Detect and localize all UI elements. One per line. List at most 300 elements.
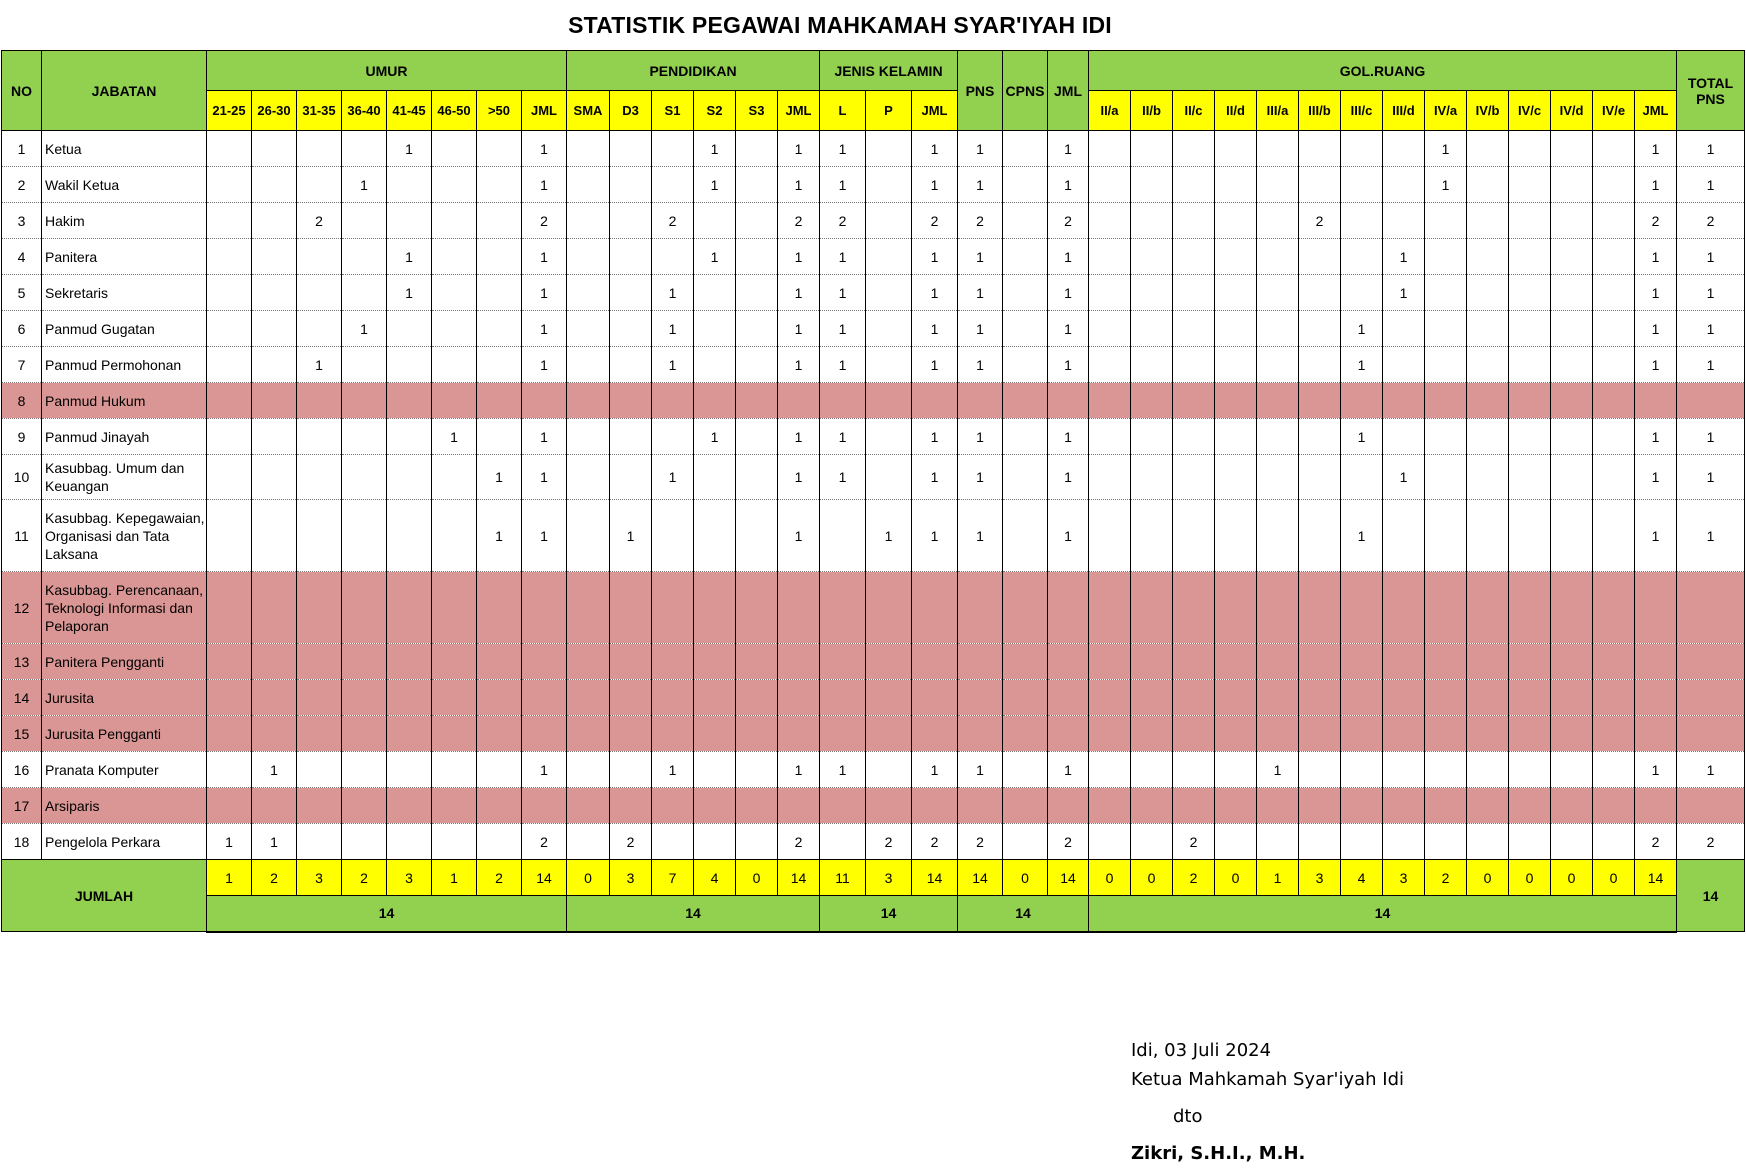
data-cell [1341,752,1383,788]
data-cell [1257,572,1299,644]
data-cell [252,383,297,419]
data-cell [252,644,297,680]
data-cell [1131,311,1173,347]
data-cell: 2 [1299,203,1341,239]
data-cell [567,275,610,311]
signature-dto: dto [1173,1106,1203,1127]
data-cell [1215,680,1257,716]
subheader-umur: 31-35 [297,91,342,131]
data-cell: 1 [694,239,736,275]
subheader-pendidikan: S1 [652,91,694,131]
row-jabatan: Arsiparis [42,788,207,824]
data-cell: 1 [652,311,694,347]
data-cell [477,239,522,275]
data-cell [1003,419,1048,455]
total-cell: 1 [1257,860,1299,896]
data-cell: 1 [1425,131,1467,167]
total-pendidikan: 14 [567,896,820,932]
row-jabatan: Kasubbag. Kepegawaian, Organisasi dan Tata Laksana [42,500,207,572]
data-cell: 1 [1677,455,1745,500]
data-cell [342,131,387,167]
data-cell [207,419,252,455]
subheader-gol-ruang: IV/d [1551,91,1593,131]
data-cell: 1 [820,275,866,311]
data-cell [694,752,736,788]
data-cell [610,788,652,824]
data-cell [342,275,387,311]
data-cell: 2 [1635,824,1677,860]
data-cell [1089,455,1131,500]
total-cell: 14 [1635,860,1677,896]
data-cell [432,131,477,167]
data-cell [736,644,778,680]
data-cell [912,716,958,752]
data-cell [1635,572,1677,644]
data-cell [1593,203,1635,239]
data-cell [432,239,477,275]
data-cell [1551,311,1593,347]
data-cell [387,311,432,347]
data-cell [1299,752,1341,788]
data-cell [912,572,958,644]
data-cell [694,716,736,752]
total-cell: 0 [1003,860,1048,896]
data-cell [252,347,297,383]
row-jabatan: Kasubbag. Perencanaan, Teknologi Informasi dan Pelaporan [42,572,207,644]
data-cell: 1 [522,419,567,455]
table-row [2,347,1745,383]
data-cell [1215,644,1257,680]
data-cell [736,680,778,716]
data-cell [477,167,522,203]
table-row [2,788,1745,824]
data-cell [866,455,912,500]
data-cell [866,716,912,752]
data-cell [1299,167,1341,203]
data-cell [1048,644,1089,680]
data-cell [736,500,778,572]
data-cell [1677,572,1745,644]
data-cell [1048,788,1089,824]
data-cell [958,383,1003,419]
total-umur: 14 [207,896,567,932]
header-jabatan: JABATAN [42,51,207,131]
data-cell [252,167,297,203]
data-cell: 1 [912,311,958,347]
data-cell [820,500,866,572]
data-cell [252,275,297,311]
data-cell: 1 [1677,275,1745,311]
header-jml: JML [1048,51,1089,131]
data-cell [297,131,342,167]
data-cell: 1 [778,311,820,347]
header-total-pns: TOTAL PNS [1677,51,1745,131]
data-cell [866,752,912,788]
data-cell [297,824,342,860]
data-cell [866,680,912,716]
data-cell [1467,644,1509,680]
data-cell [1299,824,1341,860]
data-cell: 1 [1383,239,1425,275]
data-cell [1131,131,1173,167]
data-cell [1215,788,1257,824]
data-cell [1215,419,1257,455]
data-cell [820,716,866,752]
data-cell [866,239,912,275]
subheader-jenis-kelamin: L [820,91,866,131]
data-cell [1173,275,1215,311]
data-cell [1173,644,1215,680]
data-cell [610,239,652,275]
data-cell [1257,275,1299,311]
data-cell [1383,167,1425,203]
data-cell [1341,275,1383,311]
data-cell: 2 [1677,203,1745,239]
data-cell [1425,788,1467,824]
data-cell [1383,788,1425,824]
data-cell [1467,680,1509,716]
subheader-jenis-kelamin: P [866,91,912,131]
data-cell [1341,788,1383,824]
data-cell [1089,680,1131,716]
data-cell [1215,347,1257,383]
data-cell [297,500,342,572]
data-cell [1257,347,1299,383]
data-cell [207,752,252,788]
data-cell: 1 [1677,500,1745,572]
data-cell: 2 [866,824,912,860]
data-cell [342,716,387,752]
data-cell [1089,203,1131,239]
data-cell [694,383,736,419]
data-cell [1173,167,1215,203]
data-cell [567,131,610,167]
data-cell [1593,455,1635,500]
data-cell: 1 [1635,752,1677,788]
data-cell: 1 [912,347,958,383]
data-cell [1131,203,1173,239]
row-no: 3 [2,203,42,239]
data-cell [1299,239,1341,275]
data-cell [778,644,820,680]
total-cell: 14 [958,860,1003,896]
data-cell: 1 [522,455,567,500]
data-cell [1425,716,1467,752]
subheader-gol-ruang: II/c [1173,91,1215,131]
signature-position: Ketua Mahkamah Syar'iyah Idi [1131,1069,1405,1090]
data-cell [252,500,297,572]
data-cell [1467,311,1509,347]
data-cell [1467,419,1509,455]
subheader-pendidikan: JML [778,91,820,131]
data-cell [567,419,610,455]
data-cell [1551,644,1593,680]
data-cell [1425,347,1467,383]
data-cell [736,572,778,644]
data-cell [1635,680,1677,716]
data-cell [207,239,252,275]
data-cell [1215,275,1257,311]
data-cell [1299,455,1341,500]
data-cell [652,680,694,716]
data-cell [1089,131,1131,167]
row-jabatan: Kasubbag. Umum dan Keuangan [42,455,207,500]
data-cell [694,824,736,860]
data-cell [1383,680,1425,716]
data-cell [207,203,252,239]
data-cell [1467,752,1509,788]
data-cell [820,572,866,644]
data-cell [866,275,912,311]
data-cell: 1 [1635,275,1677,311]
data-cell [736,716,778,752]
data-cell: 1 [1341,419,1383,455]
row-jabatan: Jurusita [42,680,207,716]
data-cell [736,239,778,275]
data-cell [477,203,522,239]
data-cell [477,347,522,383]
data-cell [567,203,610,239]
subheader-pendidikan: D3 [610,91,652,131]
data-cell [1257,680,1299,716]
data-cell [1257,500,1299,572]
data-cell [207,311,252,347]
header-jenis-kelamin: JENIS KELAMIN [820,51,958,91]
data-cell [1089,311,1131,347]
data-cell [1003,311,1048,347]
data-cell [567,347,610,383]
data-cell: 2 [1635,203,1677,239]
data-cell: 1 [1383,275,1425,311]
table-row [2,203,1745,239]
data-cell [387,167,432,203]
data-cell [387,455,432,500]
total-cell: 0 [1089,860,1131,896]
data-cell: 1 [1677,239,1745,275]
data-cell [1383,347,1425,383]
subheader-umur: 46-50 [432,91,477,131]
data-cell [1257,239,1299,275]
data-cell [387,788,432,824]
data-cell: 1 [912,455,958,500]
data-cell [1341,824,1383,860]
data-cell [432,752,477,788]
data-cell [1003,455,1048,500]
row-no: 6 [2,311,42,347]
data-cell [1173,572,1215,644]
data-cell [610,716,652,752]
data-cell: 1 [778,455,820,500]
row-jabatan: Pranata Komputer [42,752,207,788]
subheader-umur: >50 [477,91,522,131]
data-cell [1467,500,1509,572]
table-row [2,500,1745,572]
data-cell [1131,419,1173,455]
data-cell [1551,203,1593,239]
data-cell [610,347,652,383]
data-cell [342,383,387,419]
subheader-pendidikan: SMA [567,91,610,131]
data-cell [387,716,432,752]
data-cell: 1 [1677,752,1745,788]
data-cell [778,680,820,716]
data-cell [1257,131,1299,167]
data-cell: 1 [778,131,820,167]
data-cell [610,311,652,347]
data-cell [736,131,778,167]
data-cell [297,788,342,824]
data-cell [1341,131,1383,167]
data-cell [1425,383,1467,419]
data-cell [477,419,522,455]
data-cell [736,167,778,203]
data-cell [342,572,387,644]
data-cell [1509,203,1551,239]
total-cell: 0 [1551,860,1593,896]
data-cell [387,500,432,572]
data-cell [1593,716,1635,752]
total-cell: 3 [1299,860,1341,896]
row-no: 15 [2,716,42,752]
data-cell [1173,455,1215,500]
data-cell [610,572,652,644]
data-cell [866,347,912,383]
total-cell: 7 [652,860,694,896]
data-cell [1003,680,1048,716]
table-row [2,680,1745,716]
data-cell: 1 [387,275,432,311]
row-no: 4 [2,239,42,275]
table-row [2,383,1745,419]
data-cell [1131,824,1173,860]
data-cell [1173,311,1215,347]
data-cell [866,167,912,203]
data-cell [866,203,912,239]
data-cell [432,824,477,860]
total-cell: 4 [694,860,736,896]
data-cell [432,311,477,347]
subheader-gol-ruang: IV/c [1509,91,1551,131]
data-cell [1089,788,1131,824]
data-cell [912,680,958,716]
data-cell: 1 [1677,311,1745,347]
row-jabatan: Panmud Jinayah [42,419,207,455]
data-cell [1467,824,1509,860]
data-cell [820,383,866,419]
data-cell [1215,383,1257,419]
data-cell: 2 [297,203,342,239]
data-cell [1467,167,1509,203]
data-cell [1003,131,1048,167]
data-cell [1551,824,1593,860]
data-cell: 1 [820,131,866,167]
data-cell [1551,680,1593,716]
data-cell [866,644,912,680]
data-cell [297,572,342,644]
data-cell [1593,239,1635,275]
data-cell [567,239,610,275]
total-cell: 2 [477,860,522,896]
data-cell [1425,203,1467,239]
data-cell [387,644,432,680]
data-cell [1299,383,1341,419]
data-cell [652,383,694,419]
data-cell [1131,572,1173,644]
data-cell [1003,788,1048,824]
data-cell [694,680,736,716]
data-cell [1467,131,1509,167]
data-cell [1467,347,1509,383]
table-row [2,644,1745,680]
data-cell [1089,716,1131,752]
data-cell [610,419,652,455]
data-cell [1003,644,1048,680]
data-cell [567,752,610,788]
data-cell: 1 [778,347,820,383]
data-cell [1341,455,1383,500]
data-cell [694,347,736,383]
data-cell [1593,275,1635,311]
data-cell [297,383,342,419]
data-cell: 1 [342,167,387,203]
data-cell: 2 [912,203,958,239]
data-cell [694,275,736,311]
data-cell [1509,239,1551,275]
data-cell: 1 [1635,500,1677,572]
data-cell [1215,239,1257,275]
total-cell: 11 [820,860,866,896]
jumlah-label: JUMLAH [2,860,207,932]
data-cell [432,572,477,644]
table-row [2,752,1745,788]
row-jabatan: Panmud Permohonan [42,347,207,383]
data-cell [694,572,736,644]
data-cell [1509,131,1551,167]
data-cell [1003,275,1048,311]
data-cell [736,752,778,788]
data-cell [1383,383,1425,419]
data-cell: 1 [252,752,297,788]
data-cell: 1 [652,455,694,500]
data-cell [567,455,610,500]
data-cell [432,455,477,500]
data-cell [567,167,610,203]
data-cell [252,419,297,455]
row-jabatan: Panitera [42,239,207,275]
data-cell [958,572,1003,644]
data-cell [1089,419,1131,455]
data-cell [1551,419,1593,455]
data-cell: 1 [958,752,1003,788]
data-cell [1509,716,1551,752]
data-cell [1509,455,1551,500]
data-cell [387,419,432,455]
data-cell: 1 [522,347,567,383]
data-cell [1257,383,1299,419]
data-cell [736,203,778,239]
data-cell [1341,239,1383,275]
data-cell: 1 [958,347,1003,383]
data-cell [387,680,432,716]
data-cell [477,275,522,311]
subheader-gol-ruang: II/d [1215,91,1257,131]
data-cell [1173,239,1215,275]
data-cell: 1 [958,500,1003,572]
data-cell [1467,203,1509,239]
data-cell [477,680,522,716]
data-cell [207,680,252,716]
data-cell [610,455,652,500]
